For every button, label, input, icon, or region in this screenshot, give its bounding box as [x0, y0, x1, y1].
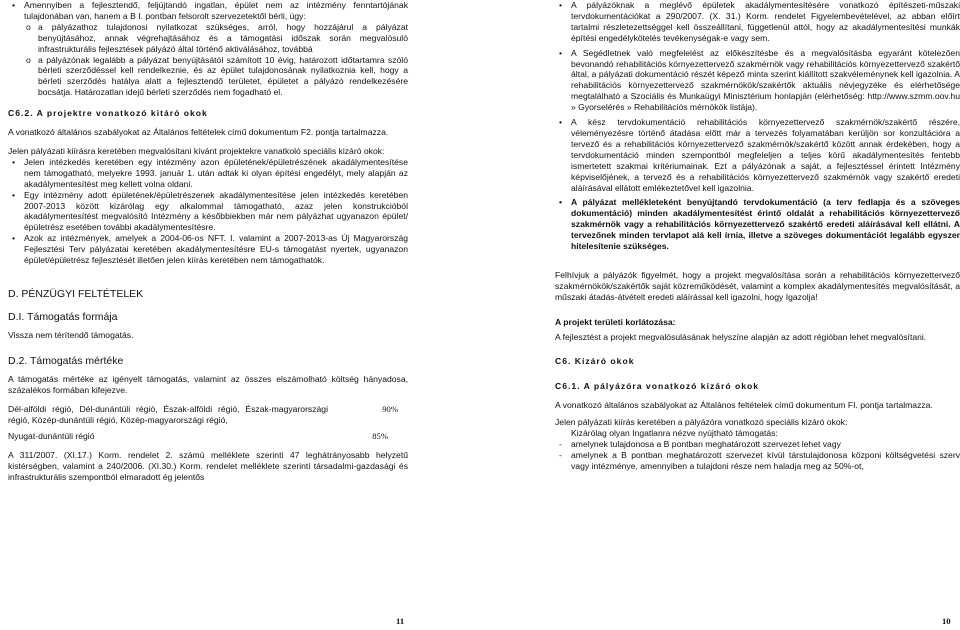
- page-number: 11: [396, 616, 405, 626]
- bullet-icon: •: [12, 189, 16, 200]
- c61-text: A vonatkozó általános szabályokat az Általános feltételek című dokumentum FI. pontja tartalmazza.: [555, 400, 933, 411]
- bullet-icon: •: [559, 0, 563, 10]
- circle-bullet-icon: o: [26, 21, 31, 32]
- left-column: [8, 0, 408, 483]
- dash-item-text: amelynek a B pontban meghatározott szervezet kívül társtulajdonosa közponi költségvetési szerv vagy intézménye, amennyiben a tulajdoni része nem haladja meg az 50%-ot,: [571, 449, 960, 471]
- section-heading-c62: C6.2. A projektre vonatkozó kitáró okok: [8, 108, 208, 119]
- section-heading-c61: C6.1. A pályázóra vonatkozó kizáró okok: [555, 381, 760, 392]
- bullet-icon: •: [12, 156, 16, 167]
- region-row: [8, 431, 408, 442]
- list-item-text: A pályázat mellékleteként benyújtandó tervdokumentáció (a terv fedlapja és a szöveges dokumentáció) minden akadálymentesítést érintő oldalát a rehabilitációs környezettervező szakmérnök vagy a rehabilitációs környezettervező szakértő eredeti aláírásával kell ellátni. A tervezőnek minden tervlapot alá kell írnia, illetve a szöveges dokumentációt legalább egyszer hitelesítenie szükséges.: [571, 197, 960, 252]
- dash-item: [555, 439, 960, 450]
- d2-text: A támogatás mértéke az igényelt támogatás, valamint az összes elszámolható költség hányadosa, százalékos formában kifejezve.: [8, 373, 408, 395]
- bullet-icon: •: [559, 197, 563, 208]
- o-item-text: a pályázathoz tulajdonosi nyilatkozat szükséges, arról, hogy hozzájárul a pályázat benyújtásához, annak végrehajtásához és a támogatási időszak során megvalósuló infrastrukturális fejlesztések pályázó által történő aktiválásához, továbbá: [38, 21, 408, 54]
- list-item: [555, 197, 960, 252]
- section-heading-d1: D.I. Támogatás formája: [8, 310, 118, 323]
- list-item-text: A kész tervdokumentáció rehabilitációs környezettervező szakmérnök/szakértő részére, véleményezésre történő átadása előtt már a tervezés folyamatában kerüljön sor konzultációra a tervező és a rehabilitációs környezettervező szakmérnök/szakértő között annak érdekében, hogy a tervdokumentáció minden szempontból megfeleljen a teljes körű akadálymentesítés fentebb ismertetett szakmai kritériumainak. Ezt a pályázónak a saját, a fejlesztéssel érintett Intézmény képviselőjének, a tervező és a rehabilitációs környezettervező szakmérnök vagy szakértő eredeti aláírásával ellátott emlékeztetővel kell igazolnia.: [571, 117, 960, 193]
- list-item-text: A pályázóknak a meglévő épületek akadálymentesítésére vonatkozó építészeti-műszaki tervdokumentációkat a 290/2007. (X. 31.) Korm. rendelet Figyelembevételével, az abban előírt tartalmi részletezettséggel kell összeállítani, függetlenül attól, hogy az akadálymentesítési munkák építési engedélykötelés tevékenységak-e vagy sem.: [571, 0, 960, 43]
- list-item-text: Egy intézmény adott épületének/épületrészenek akadálymentesítése jelen intézkedés keretében 2007-2013 között kizárólag egy alkalommal támogatható, azaz jelen konstrukcióból akadálymentesítést megvalósító Intézmény a későbbiekben már nem pályázhat ugyanazon épület/épületrész esetében további akadálymentesítésre.: [24, 189, 408, 233]
- top-bullet-text: Amennyiben a fejlesztendő, feljújtandó ingatlan, épület nem az intézmény fenntartójának tulajdonában van, hanem a B I. pontban felsorolt szervezetektől bérli, úgy:: [24, 0, 408, 21]
- right-page: [480, 0, 960, 630]
- circle-bullet-icon: o: [26, 54, 31, 65]
- c61-intro: Jelen pályázati kiírás keretében a pályázóra vonatkozó speciális kizáró okok:: [555, 417, 848, 428]
- closing-text: Felhívjuk a pályázók figyelmét, hogy a projekt megvalósítása során a rehabilitációs környezettervező szakmérnökök/szakértők saját közreműködését, valamint a komplex akadálymentesítés megvalósítását, a műszaki átadás-átvételt eredeti aláírással kell igazolni, hogy Igazolja!: [555, 269, 960, 302]
- bullet-icon: •: [12, 0, 16, 10]
- right-column: [555, 0, 960, 472]
- terulet-heading: A projekt területi korlátozása:: [555, 316, 676, 327]
- c62-text: A vonatkozó általános szabályokat az Általános feltételek című dokumentum F2. pontja tartalmazza.: [8, 127, 389, 138]
- bullet-icon: •: [559, 117, 563, 128]
- bullet-icon: •: [12, 233, 16, 244]
- list-item-text: A Segédletnek való megfelelést az előkészítésbe és a megvalósításba egyaránt kötelezően bevonandó rehabilitációs környezettervező szakmérnök vagy rehabilitációs környezettervező szakértő által, a pályázati dokumentáció részét képező minta szerint kiállított szakvéleménynek kell igazolnia. A rehabilitációs környezettervező szakmérnökök/szakértők aktuális névjegyzéke és elérhetősége megtalálható a Szociális és Munkaügyi Minisztérium honlapján (elérhetőség: http://www.szmm.oov.hu » Gyorselérés » Rehabilitációs mérnökök listája).: [571, 47, 960, 113]
- section-heading-d: D. PÉNZÜGYI FELTÉTELEK: [8, 287, 144, 300]
- c61-sub: Kizárólag olyan Ingatlanra nézve nyújtható támogatás:: [571, 428, 778, 439]
- list-item: [555, 117, 960, 193]
- top-bullet: [8, 0, 408, 22]
- region-row: [8, 404, 408, 426]
- list-item: [8, 233, 408, 266]
- region-value: 90%: [382, 403, 398, 414]
- region-value: 85%: [372, 431, 388, 442]
- o-item: [18, 22, 408, 55]
- list-item: [8, 157, 408, 190]
- list-item-text: Azok az intézmények, amelyek a 2004-06-os NFT. I. valamint a 2007-2013-as Új Magyarország Fejlesztési Terv pályázatai keretében akadálymentesítésre EU-s támogatást nyertek, ugyanazon épület/épületrész fejlesztését illetően jelen kiírás keretében nem támogathatók.: [24, 233, 408, 266]
- o-item: [18, 55, 408, 99]
- section-heading-d2: D.2. Támogatás mértéke: [8, 354, 124, 367]
- list-item: [555, 48, 960, 113]
- d1-text: Vissza nem térítendő támogatás.: [8, 329, 134, 340]
- dash-icon: -: [559, 449, 562, 460]
- page-number: 10: [942, 616, 951, 626]
- list-item-text: Jelen intézkedés keretében egy intézmény azon épületének/épületrészének akadálymentesítése nem támogatható, melyekre 1993. január 1. után adtak ki olyan építési engedélyt, mely alapján az akadálymentesítést meg kellett volna oldani.: [24, 156, 408, 189]
- dash-item: [555, 450, 960, 472]
- region-label: Nyugat-dunántúli régió: [8, 431, 95, 442]
- terulet-text: A fejlesztést a projekt megvalósulásának helyszíne alapján az adott régióban lehet megvalósítani.: [555, 331, 927, 342]
- region-label: Dél-alföldi régió, Dél-dunántúli régió, Észak-alföldi régió, Észak-magyarországi régió, Közép-dunántúli régió, Közép-magyarországi régió,: [8, 403, 328, 425]
- o-item-text: a pályázónak legalább a pályázat benyújtásától számított 10 évig, határozott időtartamra szóló bérleti szerződéssel kell rendelkeznie, és az épület tulajdonosának nyilatkoznia kell, hogy a bérleti szerződés hatálya alatt a fejlesztendő területet, épületet a pályázó rendelkezésére bocsátja. Határozatlan idejű bérleti szerződés nem fogadható el.: [38, 54, 408, 98]
- footer-text: A 311/2007. (XI.17.) Korm. rendelet 2. számú melléklete szerinti 47 leghátrányosabb helyzetű kistérségben, valamint a 240/2006. (XI.30.) Korm. rendelet melléklete szerinti társadalmi-gazdasági és infrastrukturális szempontból elmaradott ég jelentős: [8, 450, 408, 483]
- dash-icon: -: [559, 439, 562, 449]
- list-item: [8, 190, 408, 234]
- list-item: [555, 0, 960, 44]
- c62-intro: Jelen pályázati kiírásra keretében megvalósítani kívánt projektekre vanatkoló speciális kizáró okok:: [8, 145, 385, 156]
- dash-item-text: amelynek tulajdonosa a B pontban meghatározott szervezet lehet vagy: [571, 439, 841, 449]
- bullet-icon: •: [559, 47, 563, 58]
- section-heading-c6: C6. Kizáró okok: [555, 356, 635, 367]
